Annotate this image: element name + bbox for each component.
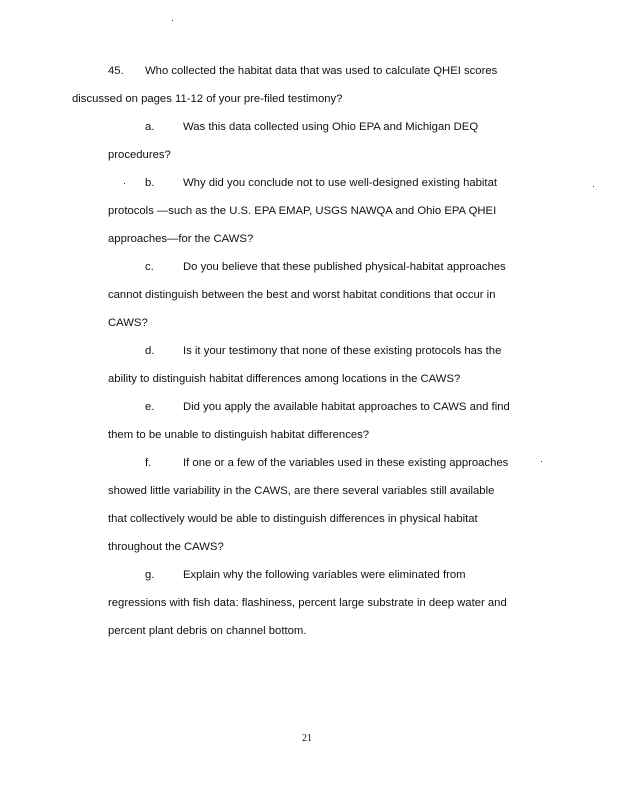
subquestion-f xyxy=(0,449,619,561)
subquestion-text-line: percent plant debris on channel bottom. xyxy=(108,625,307,637)
scan-speck xyxy=(593,186,594,187)
subquestion-text-line: showed little variability in the CAWS, are there several variables still available xyxy=(108,485,495,497)
subquestion-label: g. xyxy=(145,569,155,581)
subquestion-text-line: Did you apply the available habitat approaches to CAWS and find xyxy=(183,401,510,413)
subquestion-text-line: Explain why the following variables were eliminated from xyxy=(183,569,466,581)
subquestion-c xyxy=(0,253,619,337)
subquestion-label: f. xyxy=(145,457,152,469)
subquestion-text-line: approaches—for the CAWS? xyxy=(108,233,254,245)
subquestion-text-line: Why did you conclude not to use well-designed existing habitat xyxy=(183,177,497,189)
subquestion-text-line: If one or a few of the variables used in these existing approaches xyxy=(183,457,509,469)
document-body xyxy=(0,57,619,645)
subquestion-a xyxy=(0,113,619,169)
subquestion-text-line: Do you believe that these published physical-habitat approaches xyxy=(183,261,506,273)
page-number: 21 xyxy=(302,733,312,744)
subquestion-text-line: regressions with fish data: flashiness, percent large substrate in deep water and xyxy=(108,597,507,609)
subquestion-label: d. xyxy=(145,345,155,357)
question-number: 45. xyxy=(108,65,124,77)
subquestion-text-line: Was this data collected using Ohio EPA and Michigan DEQ xyxy=(183,121,479,133)
subquestion-e xyxy=(0,393,619,449)
subquestion-label: e. xyxy=(145,401,155,413)
subquestion-b xyxy=(0,169,619,253)
subquestion-g xyxy=(0,561,619,645)
subquestion-text-line: throughout the CAWS? xyxy=(108,541,224,553)
subquestion-label: c. xyxy=(145,261,154,273)
subquestion-text-line: protocols —such as the U.S. EPA EMAP, USGS NAWQA and Ohio EPA QHEI xyxy=(108,205,497,217)
subquestion-d xyxy=(0,337,619,393)
subquestion-text-line: cannot distinguish between the best and worst habitat conditions that occur in xyxy=(108,289,496,301)
scan-speck xyxy=(124,183,125,184)
question-text-line: discussed on pages 11-12 of your pre-filed testimony? xyxy=(72,93,343,105)
subquestion-text-line: CAWS? xyxy=(108,317,148,329)
subquestion-text-line: Is it your testimony that none of these existing protocols has the xyxy=(183,345,502,357)
question-text-line: Who collected the habitat data that was used to calculate QHEI scores xyxy=(145,65,498,77)
question-45 xyxy=(0,57,619,113)
subquestion-label: a. xyxy=(145,121,155,133)
subquestion-text-line: ability to distinguish habitat differences among locations in the CAWS? xyxy=(108,373,461,385)
subquestion-label: b. xyxy=(145,177,155,189)
subquestion-text-line: them to be unable to distinguish habitat differences? xyxy=(108,429,370,441)
scan-speck xyxy=(172,20,173,21)
subquestion-text-line: that collectively would be able to distinguish differences in physical habitat xyxy=(108,513,478,525)
scan-speck xyxy=(541,461,542,462)
subquestion-text-line: procedures? xyxy=(108,149,171,161)
